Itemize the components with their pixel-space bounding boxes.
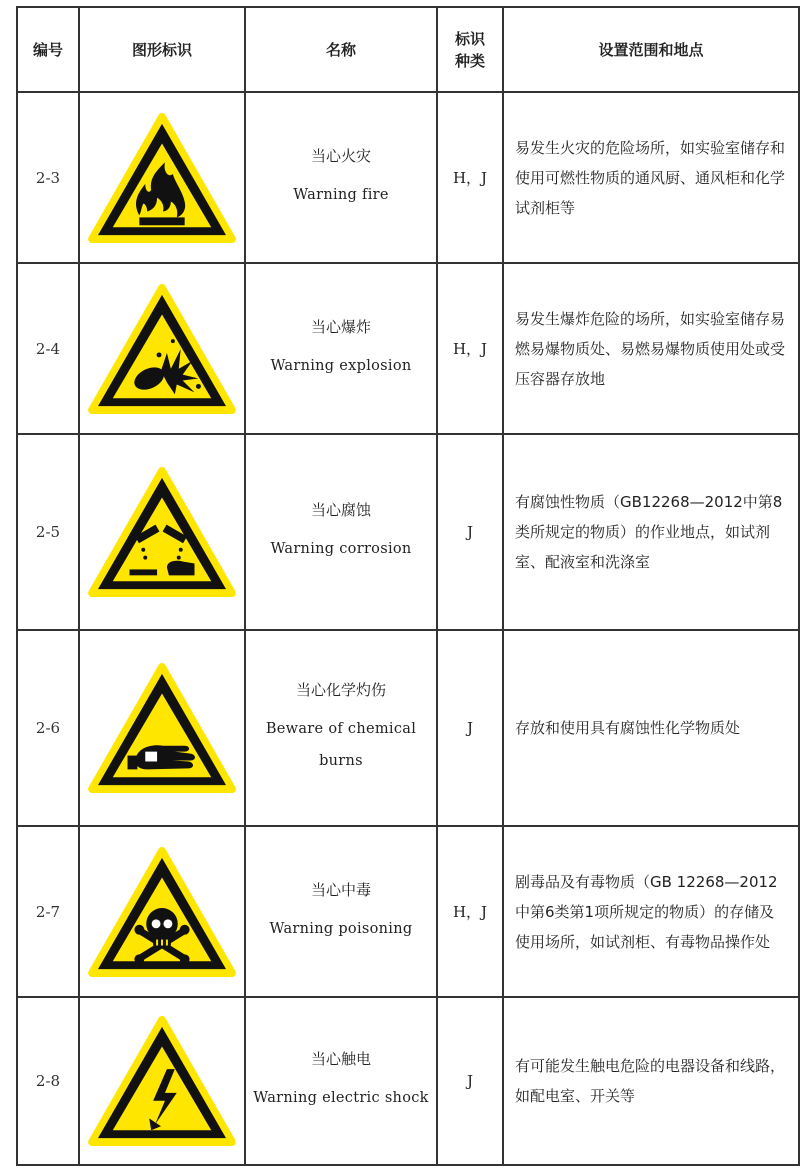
scope-cell: 存放和使用具有腐蚀性化学物质处 — [503, 630, 799, 826]
chemical-burn-icon — [88, 663, 236, 793]
header-type-text: 标识种类 — [454, 29, 485, 70]
name-zh: 当心腐蚀 — [310, 501, 371, 519]
name-cell — [245, 826, 437, 997]
sign-cell — [79, 826, 245, 997]
name-zh: 当心化学灼伤 — [295, 681, 386, 699]
table-row — [17, 92, 799, 263]
row-number: 2-5 — [17, 434, 79, 630]
table-row — [17, 263, 799, 434]
scope-cell: 剧毒品及有毒物质（GB 12268—2012 中第6类第1项所规定的物质）的存储及使用场所，如试剂柜、有毒物品操作处 — [503, 826, 799, 997]
name-zh: 当心火灾 — [310, 146, 371, 165]
row-number: 2-7 — [17, 826, 79, 997]
name-cell — [245, 92, 437, 263]
name-cell — [245, 263, 437, 434]
warning-signs-table — [16, 6, 800, 1166]
row-number: 2-4 — [17, 263, 79, 434]
row-number: 2-8 — [17, 997, 79, 1165]
name-en: Warning explosion — [270, 357, 412, 374]
header-scope: 设置范围和地点 — [503, 7, 799, 92]
scope-cell: 易发生爆炸危险的场所，如实验室储存易燃易爆物质处、易燃易爆物质使用处或受压容器存放地 — [503, 263, 799, 434]
header-name: 名称 — [245, 7, 437, 92]
name-cell — [245, 630, 437, 826]
type-cell: J — [437, 630, 503, 826]
name-en: Warning corrosion — [270, 541, 412, 557]
name-cell — [245, 434, 437, 630]
explosion-icon — [88, 284, 236, 414]
name-zh: 当心中毒 — [310, 880, 371, 899]
header-row — [17, 7, 799, 92]
type-cell: H，J — [437, 263, 503, 434]
corrosion-icon — [88, 467, 236, 597]
sign-cell — [79, 997, 245, 1165]
header-number: 编号 — [17, 7, 79, 92]
scope-cell: 易发生火灾的危险场所，如实验室储存和使用可燃性物质的通风厨、通风柜和化学试剂柜等 — [503, 92, 799, 263]
table-row — [17, 997, 799, 1165]
name-en: Warning fire — [293, 186, 389, 203]
row-number: 2-3 — [17, 92, 79, 263]
type-cell: H，J — [437, 92, 503, 263]
scope-cell: 有腐蚀性物质（GB12268—2012中第8类所规定的物质）的作业地点，如试剂室、配液室和洗涤室 — [503, 434, 799, 630]
type-cell: J — [437, 997, 503, 1165]
name-zh: 当心爆炸 — [310, 317, 371, 336]
type-cell: J — [437, 434, 503, 630]
row-number: 2-6 — [17, 630, 79, 826]
skull-crossbones-icon — [88, 847, 236, 977]
scope-cell: 有可能发生触电危险的电器设备和线路，如配电室、开关等 — [503, 997, 799, 1165]
header-sign: 图形标识 — [79, 7, 245, 92]
table-row — [17, 630, 799, 826]
name-en: Beware of chemical burns — [265, 721, 417, 769]
table-row — [17, 826, 799, 997]
sign-cell — [79, 434, 245, 630]
header-type — [437, 7, 503, 92]
table-row — [17, 434, 799, 630]
name-en: Warning electric shock — [253, 1090, 429, 1106]
fire-icon — [88, 113, 236, 243]
sign-cell — [79, 630, 245, 826]
type-cell: H，J — [437, 826, 503, 997]
sign-cell — [79, 263, 245, 434]
name-zh: 当心触电 — [310, 1050, 371, 1068]
name-en: Warning poisoning — [269, 920, 413, 937]
sign-cell — [79, 92, 245, 263]
name-cell — [245, 997, 437, 1165]
lightning-bolt-icon — [88, 1016, 236, 1146]
